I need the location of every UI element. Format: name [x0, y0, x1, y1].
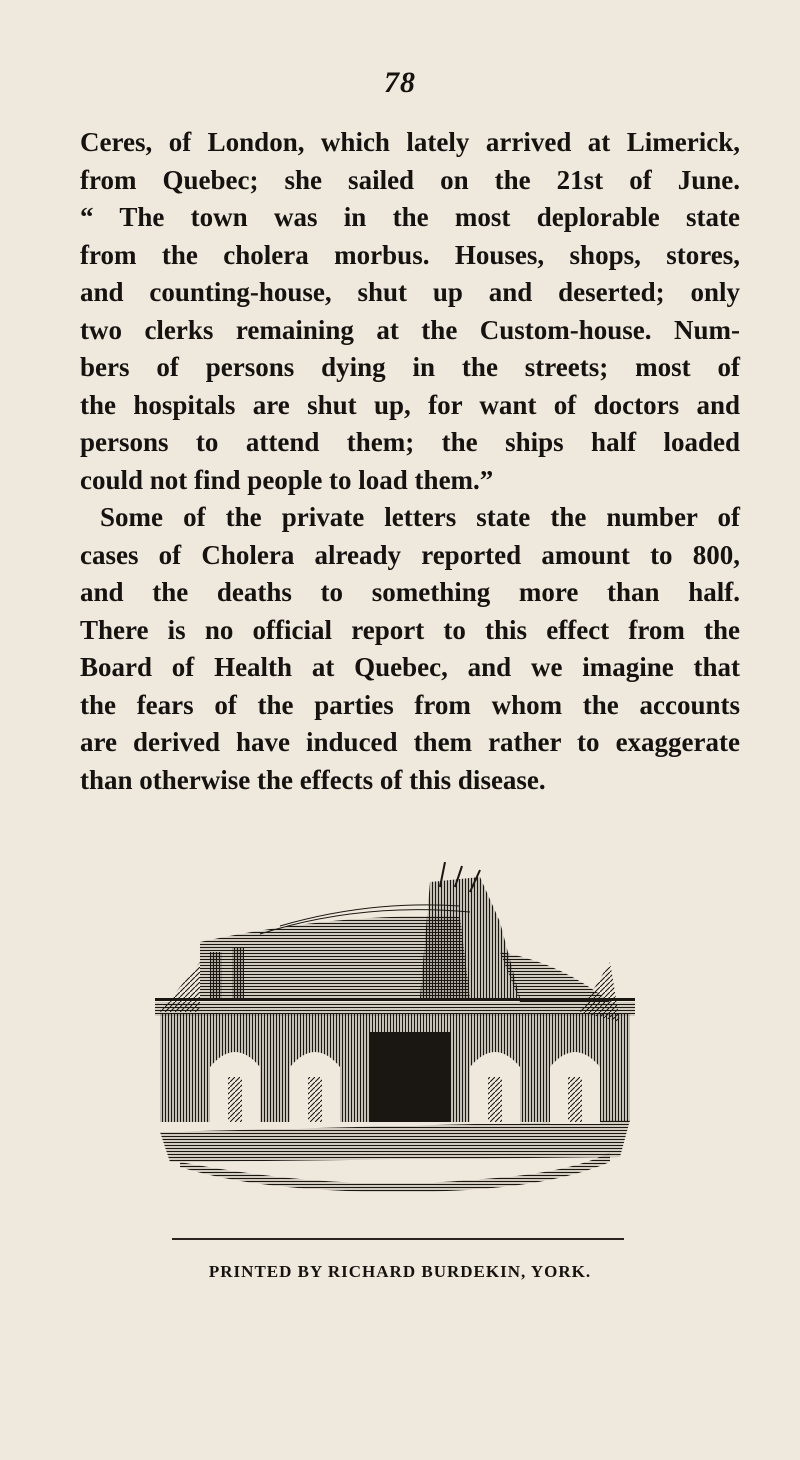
ruined-temple-engraving-icon — [140, 862, 660, 1192]
text-line: could not find people to load them.” — [80, 464, 494, 495]
text-line: cases of Cholera already reported amount to 800, — [80, 539, 740, 570]
text-line: persons to attend them; the ships half loaded — [80, 427, 740, 457]
text-line: Ceres, of London, which lately arrived at Limerick, — [80, 127, 740, 157]
body-text — [80, 124, 740, 799]
printer-imprint: PRINTED BY RICHARD BURDEKIN, YORK. — [208, 1262, 592, 1281]
page-number: 78 — [384, 66, 416, 99]
divider-rule — [172, 1238, 624, 1240]
text-line: and counting-house, shut up and deserted; only — [80, 277, 740, 307]
text-line: and the deaths to something more than half. — [80, 577, 740, 607]
text-line: “ The town was in the most deplorable state — [80, 202, 740, 232]
text-line: the fears of the parties from whom the accounts — [80, 689, 740, 720]
text-line: from Quebec; she sailed on the 21st of June. — [80, 164, 740, 195]
text-line: the hospitals are shut up, for want of doctors and — [80, 389, 740, 420]
text-line: There is no official report to this effect from the — [80, 614, 740, 645]
text-line: are derived have induced them rather to exaggerate — [80, 727, 740, 757]
text-line: Some of the private letters state the number of — [100, 502, 740, 532]
text-line: bers of persons dying in the streets; most of — [80, 352, 740, 382]
text-line: than otherwise the effects of this disease. — [80, 764, 546, 795]
text-line: two clerks remaining at the Custom-house. Num- — [80, 314, 740, 345]
text-line: from the cholera morbus. Houses, shops, stores, — [80, 239, 740, 270]
text-line: Board of Health at Quebec, and we imagine that — [80, 652, 740, 682]
